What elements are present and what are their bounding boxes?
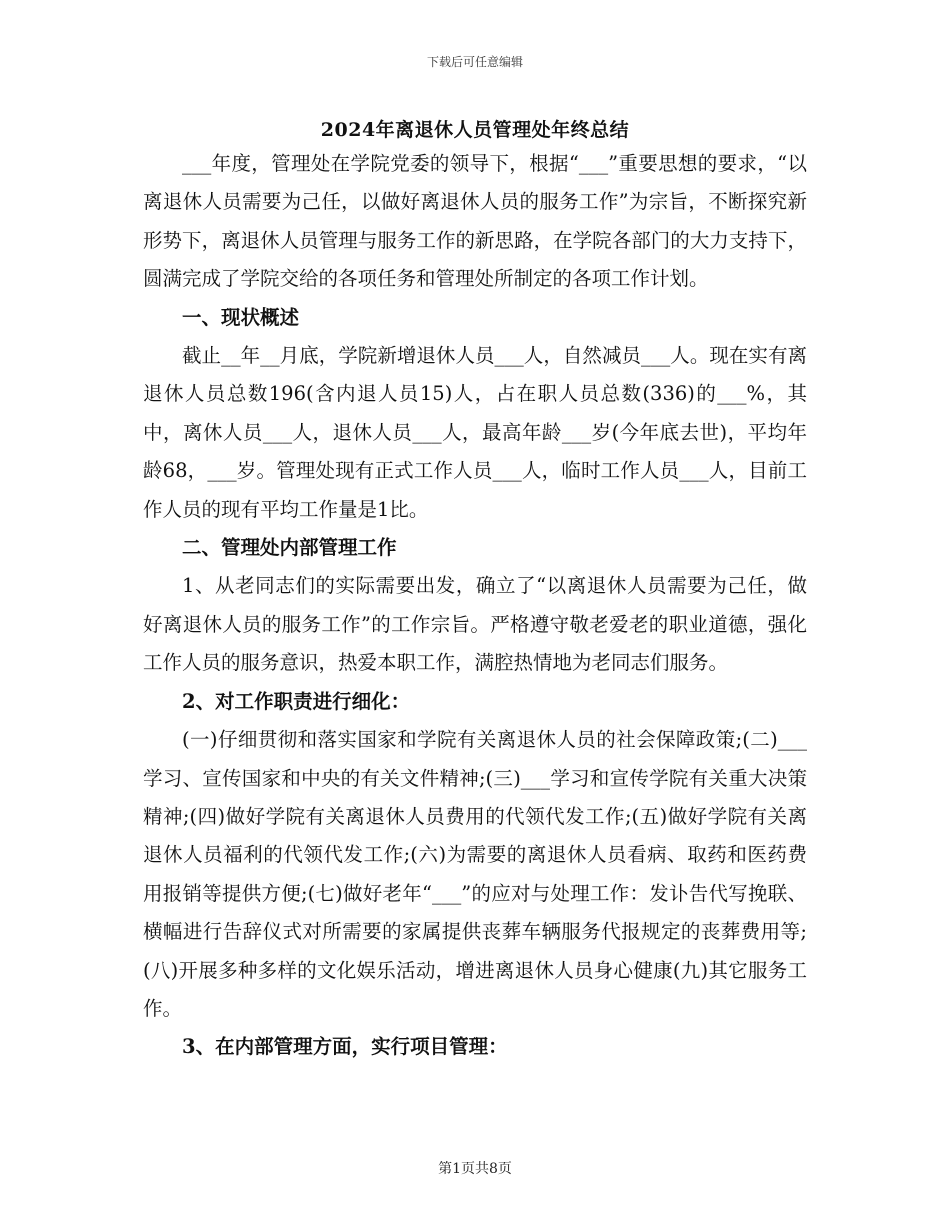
page-number-footer: 第1页共8页 <box>438 1161 512 1177</box>
section1-heading: 一、现状概述 <box>182 305 300 329</box>
document-title: 2024年离退休人员管理处年终总结 <box>320 119 630 141</box>
section2-item2-heading: 2、对工作职责进行细化： <box>182 689 411 713</box>
section2-item1-paragraph: 1、从老同志们的实际需要出发，确立了“以离退休人员需要为己任，做好离退休人员的服务工作”的工作宗旨。严格遵守敬老爱老的职业道德，强化工作人员的服务意识，热爱本职工作，满腔热情地为老同志们服务。 <box>143 574 807 675</box>
section1-paragraph: 截止__年__月底，学院新增退休人员___人，自然减员___人。现在实有离退休人员总数196(含内退人员15)人，占在职人员总数(336)的___%，其中，离休人员___人，退休人员___人，最高年龄___岁(今年底去世)，平均年龄68，___岁。管理处现有正式工作人员___人，临时工作人员___人，目前工作人员的现有平均工作量是1比。 <box>143 344 807 521</box>
header-note: 下载后可任意编辑 <box>426 55 523 69</box>
section2-heading: 二、管理处内部管理工作 <box>182 536 397 560</box>
document-body <box>143 145 807 1067</box>
section2-item3-heading: 3、在内部管理方面，实行项目管理： <box>182 1035 508 1059</box>
section2-item2-paragraph: (一)仔细贯彻和落实国家和学院有关离退休人员的社会保障政策;(二)___学习、宣传国家和中央的有关文件精神;(三)___学习和宣传学院有关重大决策精神;(四)做好学院有关离退休人员费用的代领代发工作;(五)做好学院有关离退休人员福利的代领代发工作;(六)为需要的离退休人员看病、取药和医药费用报销等提供方便;(七)做好老年“___”的应对与处理工作：发讣告代写挽联、横幅进行告辞仪式对所需要的家属提供丧葬车辆服务代报规定的丧葬费用等;(八)开展多种多样的文化娱乐活动，增进离退休人员身心健康(九)其它服务工作。 <box>143 728 807 1020</box>
intro-paragraph: ___年度，管理处在学院党委的领导下，根据“___”重要思想的要求，“以离退休人员需要为己任，以做好离退休人员的服务工作”为宗旨，不断探究新形势下，离退休人员管理与服务工作的新思路，在学院各部门的大力支持下，圆满完成了学院交给的各项任务和管理处所制定的各项工作计划。 <box>143 152 807 291</box>
